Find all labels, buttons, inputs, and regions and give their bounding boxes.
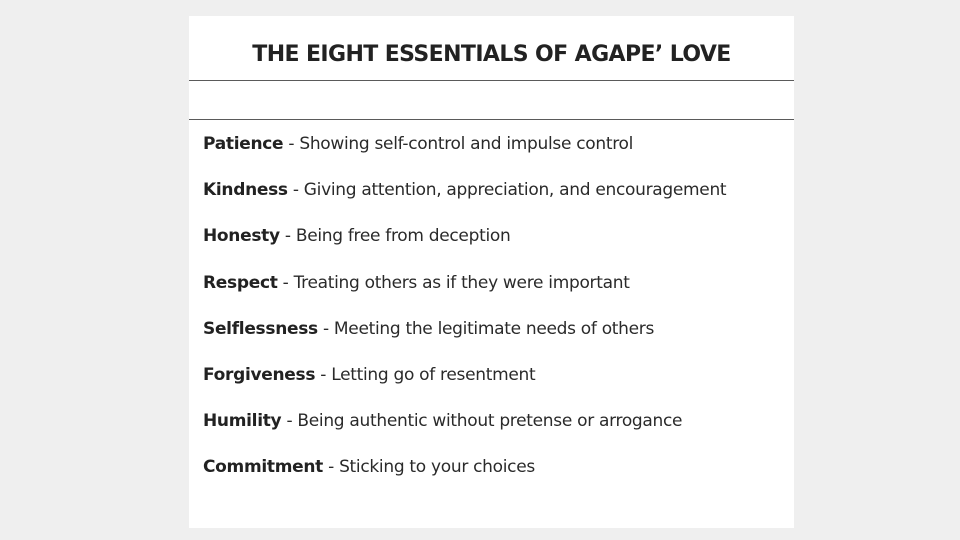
term: Honesty <box>203 226 280 247</box>
term: Respect <box>203 272 278 293</box>
essential-honesty <box>203 225 788 271</box>
description: Treating others as if they were important <box>293 272 630 293</box>
essential-selflessness <box>203 318 788 364</box>
description: Sticking to your choices <box>339 457 535 478</box>
description: Being free from deception <box>295 226 511 247</box>
description: Being authentic without pretense or arrogance <box>297 411 683 432</box>
separator: - <box>281 411 298 432</box>
essential-respect <box>203 272 788 318</box>
page-title: THE EIGHT ESSENTIALS OF AGAPE’ LOVE <box>252 42 731 67</box>
separator: - <box>283 134 300 154</box>
term: Forgiveness <box>203 364 316 385</box>
slide-card <box>189 16 794 528</box>
bottom-divider <box>189 119 794 120</box>
essentials-list <box>203 133 788 503</box>
description: Letting go of resentment <box>331 364 536 385</box>
term: Selflessness <box>203 318 318 339</box>
term: Commitment <box>203 457 324 478</box>
term: Humility <box>203 411 282 432</box>
essential-humility <box>203 410 788 456</box>
separator: - <box>287 180 304 201</box>
essential-kindness <box>203 179 788 225</box>
separator: - <box>323 457 340 478</box>
separator: - <box>317 318 334 339</box>
term: Kindness <box>203 180 288 201</box>
description: Giving attention, appreciation, and encouragement <box>303 180 727 201</box>
top-divider <box>189 80 794 81</box>
term: Patience <box>203 134 284 154</box>
essential-forgiveness <box>203 364 788 410</box>
separator: - <box>277 272 294 293</box>
description: Showing self-control and impulse control <box>299 134 634 154</box>
separator: - <box>279 226 296 247</box>
description: Meeting the legitimate needs of others <box>333 318 655 339</box>
separator: - <box>315 364 332 385</box>
essential-patience <box>203 133 788 179</box>
essential-commitment <box>203 456 788 502</box>
